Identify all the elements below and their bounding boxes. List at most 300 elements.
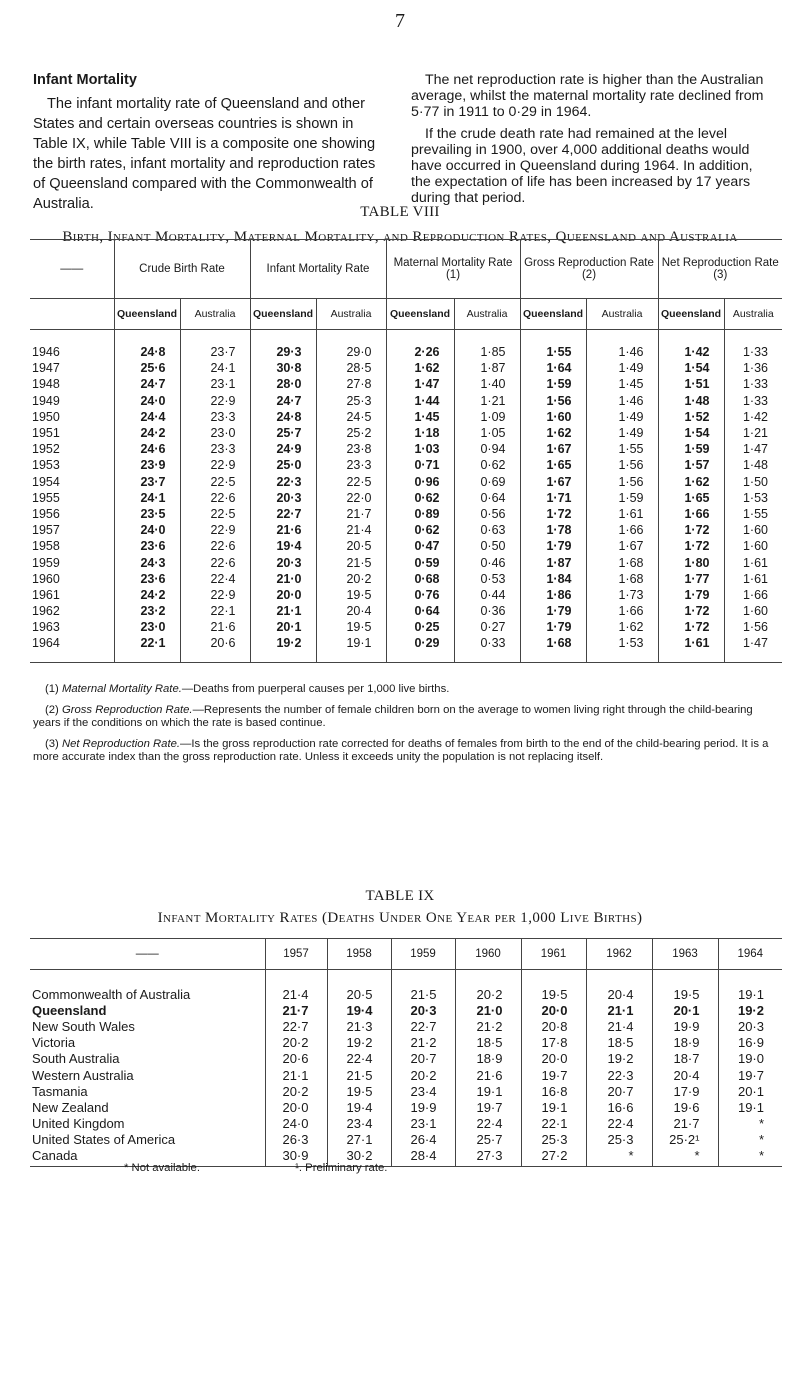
value-cell: 1·79 — [520, 619, 586, 635]
value-cell: 0·29 — [386, 635, 454, 662]
year-header: 1964 — [718, 939, 782, 970]
rate-cell: 25·3 — [586, 1132, 652, 1148]
rate-cell: 18·5 — [455, 1035, 521, 1051]
section-heading: Infant Mortality — [33, 72, 137, 88]
table-row — [30, 393, 782, 409]
value-cell: 1·46 — [586, 393, 658, 409]
rate-cell: 20·1 — [718, 1083, 782, 1099]
value-cell: 1·68 — [586, 554, 658, 570]
value-cell: 19·2 — [250, 635, 316, 662]
value-cell: 1·33 — [724, 376, 782, 392]
rate-cell: 23·4 — [327, 1116, 391, 1132]
value-cell: 25·7 — [250, 425, 316, 441]
value-cell: 0·59 — [386, 554, 454, 570]
rate-cell: 22·4 — [586, 1116, 652, 1132]
value-cell: 1·66 — [586, 522, 658, 538]
value-cell: 25·3 — [316, 393, 386, 409]
table-row — [30, 1067, 782, 1083]
year-cell: 1951 — [32, 426, 60, 441]
year-cell: 1958 — [32, 539, 60, 554]
value-cell: 1·84 — [520, 571, 586, 587]
value-cell: 24·0 — [114, 522, 180, 538]
value-cell: 1·42 — [658, 330, 724, 361]
value-cell: 1·68 — [586, 571, 658, 587]
rate-cell: 20·7 — [391, 1051, 455, 1067]
value-cell: 0·44 — [454, 587, 520, 603]
value-cell: 22·9 — [180, 587, 250, 603]
rate-cell: 20·7 — [586, 1083, 652, 1099]
value-cell: 0·56 — [454, 506, 520, 522]
note-3: (3) Net Reproduction Rate.—Is the gross reproduction rate corrected for deaths of females from birth to the end of the child-bearing period. It is a more accurate index than the gross reproduction rate. Unless it exceeds unity the population is not replacing itself. — [33, 738, 769, 763]
rate-cell: 25·3 — [521, 1132, 586, 1148]
rate-cell: 17·9 — [652, 1083, 718, 1099]
value-cell: 23·0 — [180, 425, 250, 441]
country-cell: Tasmania — [32, 1083, 88, 1099]
value-cell: 1·49 — [586, 409, 658, 425]
value-cell: 22·5 — [316, 474, 386, 490]
rate-cell: 21·2 — [455, 1018, 521, 1034]
value-cell: 21·4 — [316, 522, 386, 538]
value-cell: 1·05 — [454, 425, 520, 441]
value-cell: 0·62 — [386, 490, 454, 506]
value-cell: 1·87 — [520, 554, 586, 570]
table-viii-title: TABLE VIII — [360, 204, 440, 220]
value-cell: 20·4 — [316, 603, 386, 619]
year-cell: 1947 — [32, 361, 60, 376]
country-cell: United States of America — [32, 1132, 176, 1148]
value-cell: 1·68 — [520, 635, 586, 662]
value-cell: 0·64 — [454, 490, 520, 506]
right-column — [411, 72, 769, 206]
value-cell: 24·9 — [250, 441, 316, 457]
rate-cell: 18·5 — [586, 1035, 652, 1051]
table-row — [30, 603, 782, 619]
year-header: 1957 — [265, 939, 327, 970]
rate-cell: 22·4 — [327, 1051, 391, 1067]
group-header: Maternal Mortality Rate (1) — [386, 240, 520, 299]
value-cell: 1·45 — [586, 376, 658, 392]
rate-cell: 18·9 — [455, 1051, 521, 1067]
year-cell: 1959 — [32, 555, 60, 570]
value-cell: 1·56 — [586, 474, 658, 490]
rate-cell: 30·2 — [327, 1148, 391, 1167]
value-cell: 22·1 — [114, 635, 180, 662]
year-cell: 1964 — [30, 635, 114, 662]
rate-cell: 19·7 — [718, 1067, 782, 1083]
value-cell: 22·9 — [180, 393, 250, 409]
value-cell: 1·61 — [724, 571, 782, 587]
rate-cell: 19·2 — [327, 1035, 391, 1051]
australia-header: Australia — [180, 299, 250, 330]
value-cell: 21·7 — [316, 506, 386, 522]
rate-cell: 16·9 — [718, 1035, 782, 1051]
rate-cell: 19·4 — [327, 1002, 391, 1018]
value-cell: 23·8 — [316, 441, 386, 457]
rate-cell: 19·2 — [718, 1002, 782, 1018]
value-cell: 0·64 — [386, 603, 454, 619]
value-cell: 0·62 — [386, 522, 454, 538]
value-cell: 1·60 — [724, 603, 782, 619]
table-row — [30, 538, 782, 554]
value-cell: 19·4 — [250, 538, 316, 554]
table-row — [30, 635, 782, 662]
table-ix-title: TABLE IX — [365, 888, 435, 904]
year-cell: 1960 — [32, 571, 60, 586]
value-cell: 1·72 — [658, 619, 724, 635]
rate-cell: 18·9 — [652, 1035, 718, 1051]
table-viii-subtitle: Birth, Infant Mortality, Maternal Mortality, and Reproduction Rates, Queensland and Australia — [62, 229, 738, 245]
value-cell: 1·56 — [724, 619, 782, 635]
rate-cell: 28·4 — [391, 1148, 455, 1167]
value-cell: 23·7 — [180, 330, 250, 361]
table-ix-corner: —— — [30, 939, 265, 970]
rate-cell: 19·1 — [718, 970, 782, 1003]
left-column — [33, 72, 389, 214]
value-cell: 22·0 — [316, 490, 386, 506]
rate-cell: 20·0 — [521, 1002, 586, 1018]
rate-cell: 19·7 — [455, 1099, 521, 1115]
value-cell: 0·89 — [386, 506, 454, 522]
value-cell: 24·8 — [114, 330, 180, 361]
value-cell: 1·53 — [724, 490, 782, 506]
rate-cell: 20·2 — [391, 1067, 455, 1083]
value-cell: 22·6 — [180, 554, 250, 570]
value-cell: 1·62 — [658, 474, 724, 490]
value-cell: 1·57 — [658, 457, 724, 473]
value-cell: 24·1 — [114, 490, 180, 506]
rate-cell: 16·8 — [521, 1083, 586, 1099]
paragraph-1: The infant mortality rate of Queensland and other States and certain overseas countries is shown in Table IX, while Table VIII is a composite one showing the birth rates, infant mortality and reproduction rates of Queensland compared with the Commonwealth of Australia. — [33, 96, 376, 212]
value-cell: 1·56 — [586, 457, 658, 473]
table-row — [30, 619, 782, 635]
rate-cell: 20·3 — [391, 1002, 455, 1018]
table-row — [30, 1018, 782, 1034]
value-cell: 23·7 — [114, 474, 180, 490]
value-cell: 1·80 — [658, 554, 724, 570]
rate-cell: * — [718, 1132, 782, 1148]
rate-cell: 16·6 — [586, 1099, 652, 1115]
table-row — [30, 970, 782, 1003]
year-header: 1960 — [455, 939, 521, 970]
table-viii-sub-header — [30, 299, 782, 330]
value-cell: 1·86 — [520, 587, 586, 603]
value-cell: 23·3 — [180, 409, 250, 425]
value-cell: 23·0 — [114, 619, 180, 635]
country-cell: Queensland — [32, 1002, 107, 1018]
value-cell: 24·2 — [114, 425, 180, 441]
value-cell: 0·71 — [386, 457, 454, 473]
rate-cell: 19·5 — [521, 970, 586, 1003]
year-cell: 1952 — [32, 442, 60, 457]
value-cell: 1·67 — [586, 538, 658, 554]
value-cell: 1·18 — [386, 425, 454, 441]
rate-cell: 21·5 — [391, 970, 455, 1003]
value-cell: 20·2 — [316, 571, 386, 587]
rate-cell: 21·4 — [586, 1018, 652, 1034]
value-cell: 1·61 — [658, 635, 724, 662]
rate-cell: * — [718, 1116, 782, 1132]
value-cell: 1·45 — [386, 409, 454, 425]
value-cell: 1·36 — [724, 360, 782, 376]
value-cell: 0·27 — [454, 619, 520, 635]
rate-cell: 24·0 — [265, 1116, 327, 1132]
value-cell: 1·79 — [658, 587, 724, 603]
value-cell: 2·26 — [386, 330, 454, 361]
table-row — [30, 1132, 782, 1148]
value-cell: 1·55 — [520, 330, 586, 361]
footnote-preliminary: ¹. Preliminary rate. — [295, 1162, 388, 1174]
value-cell: 0·50 — [454, 538, 520, 554]
value-cell: 22·6 — [180, 490, 250, 506]
value-cell: 1·64 — [520, 360, 586, 376]
value-cell: 25·0 — [250, 457, 316, 473]
table-row — [30, 409, 782, 425]
table-row — [30, 441, 782, 457]
note-1: (1) Maternal Mortality Rate.—Deaths from puerperal causes per 1,000 live births. — [45, 683, 450, 695]
table-row — [30, 330, 782, 361]
rate-cell: 21·1 — [265, 1067, 327, 1083]
year-cell: 1963 — [32, 620, 60, 635]
footnote-not-available: * Not available. — [124, 1162, 200, 1174]
value-cell: 21·0 — [250, 571, 316, 587]
rate-cell: 21·5 — [327, 1067, 391, 1083]
value-cell: 23·9 — [114, 457, 180, 473]
value-cell: 23·3 — [180, 441, 250, 457]
value-cell: 0·25 — [386, 619, 454, 635]
value-cell: 25·2 — [316, 425, 386, 441]
value-cell: 22·9 — [180, 457, 250, 473]
table-ix-subtitle: Infant Mortality Rates (Deaths Under One Year per 1,000 Live Births) — [157, 910, 643, 926]
rate-cell: 20·2 — [265, 1035, 327, 1051]
rate-cell: 19·5 — [327, 1083, 391, 1099]
value-cell: 1·51 — [658, 376, 724, 392]
table-row — [30, 554, 782, 570]
value-cell: 1·77 — [658, 571, 724, 587]
country-cell: New Zealand — [32, 1099, 109, 1115]
value-cell: 1·62 — [520, 425, 586, 441]
rate-cell: 20·0 — [265, 1099, 327, 1115]
year-cell: 1954 — [32, 474, 60, 489]
table-row — [30, 490, 782, 506]
rate-cell: 25·7 — [455, 1132, 521, 1148]
year-cell: 1949 — [32, 393, 60, 408]
rate-cell: 27·2 — [521, 1148, 586, 1167]
value-cell: 1·67 — [520, 474, 586, 490]
value-cell: 1·62 — [386, 360, 454, 376]
value-cell: 0·69 — [454, 474, 520, 490]
value-cell: 0·46 — [454, 554, 520, 570]
queensland-header: Queensland — [520, 299, 586, 330]
value-cell: 1·60 — [724, 538, 782, 554]
rate-cell: * — [652, 1148, 718, 1167]
value-cell: 1·72 — [520, 506, 586, 522]
table-ix-header — [30, 939, 782, 970]
year-header: 1961 — [521, 939, 586, 970]
value-cell: 20·3 — [250, 554, 316, 570]
rate-cell: 21·4 — [265, 970, 327, 1003]
value-cell: 1·50 — [724, 474, 782, 490]
value-cell: 1·21 — [454, 393, 520, 409]
value-cell: 0·33 — [454, 635, 520, 662]
value-cell: 22·4 — [180, 571, 250, 587]
rate-cell: 20·3 — [718, 1018, 782, 1034]
year-cell: 1956 — [32, 506, 60, 521]
value-cell: 23·1 — [180, 376, 250, 392]
value-cell: 0·76 — [386, 587, 454, 603]
value-cell: 29·3 — [250, 330, 316, 361]
table-viii — [30, 239, 782, 663]
rate-cell: 19·9 — [652, 1018, 718, 1034]
group-header: Net Reproduction Rate (3) — [658, 240, 782, 299]
rate-cell: 20·5 — [327, 970, 391, 1003]
value-cell: 24·0 — [114, 393, 180, 409]
table-row — [30, 1099, 782, 1115]
value-cell: 1·72 — [658, 603, 724, 619]
value-cell: 1·09 — [454, 409, 520, 425]
value-cell: 1·87 — [454, 360, 520, 376]
table-row — [30, 1083, 782, 1099]
rate-cell: 26·4 — [391, 1132, 455, 1148]
value-cell: 1·66 — [586, 603, 658, 619]
year-cell: 1950 — [32, 409, 60, 424]
value-cell: 23·3 — [316, 457, 386, 473]
value-cell: 0·94 — [454, 441, 520, 457]
table-row — [30, 376, 782, 392]
year-cell: 1961 — [32, 587, 60, 602]
value-cell: 1·47 — [386, 376, 454, 392]
value-cell: 24·1 — [180, 360, 250, 376]
value-cell: 0·36 — [454, 603, 520, 619]
value-cell: 1·71 — [520, 490, 586, 506]
country-cell: Victoria — [32, 1035, 76, 1051]
rate-cell: 19·1 — [718, 1099, 782, 1115]
rate-cell: 20·4 — [586, 970, 652, 1003]
group-header: Gross Reproduction Rate (2) — [520, 240, 658, 299]
value-cell: 1·79 — [520, 603, 586, 619]
country-cell: Western Australia — [32, 1067, 134, 1083]
value-cell: 1·59 — [586, 490, 658, 506]
australia-header: Australia — [586, 299, 658, 330]
value-cell: 1·79 — [520, 538, 586, 554]
value-cell: 20·0 — [250, 587, 316, 603]
rate-cell: 21·7 — [652, 1116, 718, 1132]
country-cell: Commonwealth of Australia — [32, 986, 191, 1002]
value-cell: 1·72 — [658, 522, 724, 538]
paragraph-2: The net reproduction rate is higher than the Australian average, whilst the maternal mortality rate declined from 5·77 in 1911 to 0·29 in 1964. — [411, 72, 764, 120]
value-cell: 1·85 — [454, 330, 520, 361]
value-cell: 22·5 — [180, 474, 250, 490]
value-cell: 22·1 — [180, 603, 250, 619]
value-cell: 20·1 — [250, 619, 316, 635]
value-cell: 1·54 — [658, 360, 724, 376]
rate-cell: 21·2 — [391, 1035, 455, 1051]
value-cell: 1·55 — [586, 441, 658, 457]
country-cell: South Australia — [32, 1051, 120, 1067]
value-cell: 0·62 — [454, 457, 520, 473]
value-cell: 21·6 — [180, 619, 250, 635]
rate-cell: 22·4 — [455, 1116, 521, 1132]
rate-cell: 19·5 — [652, 970, 718, 1003]
rate-cell: 30·9 — [265, 1148, 327, 1167]
value-cell: 22·6 — [180, 538, 250, 554]
value-cell: 1·62 — [586, 619, 658, 635]
rate-cell: 20·2 — [265, 1083, 327, 1099]
value-cell: 22·5 — [180, 506, 250, 522]
year-header: 1962 — [586, 939, 652, 970]
table-row — [30, 425, 782, 441]
value-cell: 1·44 — [386, 393, 454, 409]
value-cell: 1·40 — [454, 376, 520, 392]
value-cell: 21·1 — [250, 603, 316, 619]
queensland-header: Queensland — [250, 299, 316, 330]
value-cell: 1·48 — [724, 457, 782, 473]
rate-cell: 20·2 — [455, 970, 521, 1003]
table-ix-body — [30, 970, 782, 1167]
table-row — [30, 360, 782, 376]
rate-cell: 18·7 — [652, 1051, 718, 1067]
value-cell: 24·6 — [114, 441, 180, 457]
value-cell: 1·48 — [658, 393, 724, 409]
value-cell: 0·47 — [386, 538, 454, 554]
value-cell: 1·65 — [658, 490, 724, 506]
rate-cell: 25·2¹ — [652, 1132, 718, 1148]
value-cell: 1·54 — [658, 425, 724, 441]
group-header: Crude Birth Rate — [114, 240, 250, 299]
australia-header: Australia — [724, 299, 782, 330]
year-cell: 1946 — [32, 345, 60, 360]
value-cell: 1·72 — [658, 538, 724, 554]
rate-cell: 19·7 — [521, 1067, 586, 1083]
value-cell: 0·68 — [386, 571, 454, 587]
paragraph-3: If the crude death rate had remained at the level prevailing in 1900, over 4,000 additional deaths would have occurred in Queensland during 1964. In addition, the expectation of life has been increased by 17 years during that period. — [411, 126, 753, 206]
value-cell: 1·60 — [520, 409, 586, 425]
value-cell: 24·7 — [114, 376, 180, 392]
value-cell: 22·7 — [250, 506, 316, 522]
value-cell: 20·6 — [180, 635, 250, 662]
table-row — [30, 522, 782, 538]
value-cell: 27·8 — [316, 376, 386, 392]
table-ix — [30, 938, 782, 1167]
table-row — [30, 506, 782, 522]
rate-cell: 19·2 — [586, 1051, 652, 1067]
page-number: 7 — [395, 10, 405, 32]
australia-header: Australia — [454, 299, 520, 330]
value-cell: 20·5 — [316, 538, 386, 554]
value-cell: 1·46 — [586, 330, 658, 361]
value-cell: 19·5 — [316, 587, 386, 603]
value-cell: 1·59 — [520, 376, 586, 392]
rate-cell: 26·3 — [265, 1132, 327, 1148]
year-cell: 1955 — [32, 490, 60, 505]
value-cell: 1·59 — [658, 441, 724, 457]
value-cell: 1·78 — [520, 522, 586, 538]
value-cell: 20·3 — [250, 490, 316, 506]
rate-cell: 19·1 — [455, 1083, 521, 1099]
queensland-header: Queensland — [114, 299, 180, 330]
value-cell: 1·60 — [724, 522, 782, 538]
value-cell: 1·61 — [724, 554, 782, 570]
year-cell: 1957 — [32, 523, 60, 538]
rate-cell: 21·1 — [586, 1002, 652, 1018]
rate-cell: 22·7 — [265, 1018, 327, 1034]
value-cell: 1·66 — [658, 506, 724, 522]
table-row — [30, 1116, 782, 1132]
value-cell: 21·5 — [316, 554, 386, 570]
value-cell: 1·42 — [724, 409, 782, 425]
rate-cell: 19·6 — [652, 1099, 718, 1115]
value-cell: 28·0 — [250, 376, 316, 392]
rate-cell: 19·4 — [327, 1099, 391, 1115]
